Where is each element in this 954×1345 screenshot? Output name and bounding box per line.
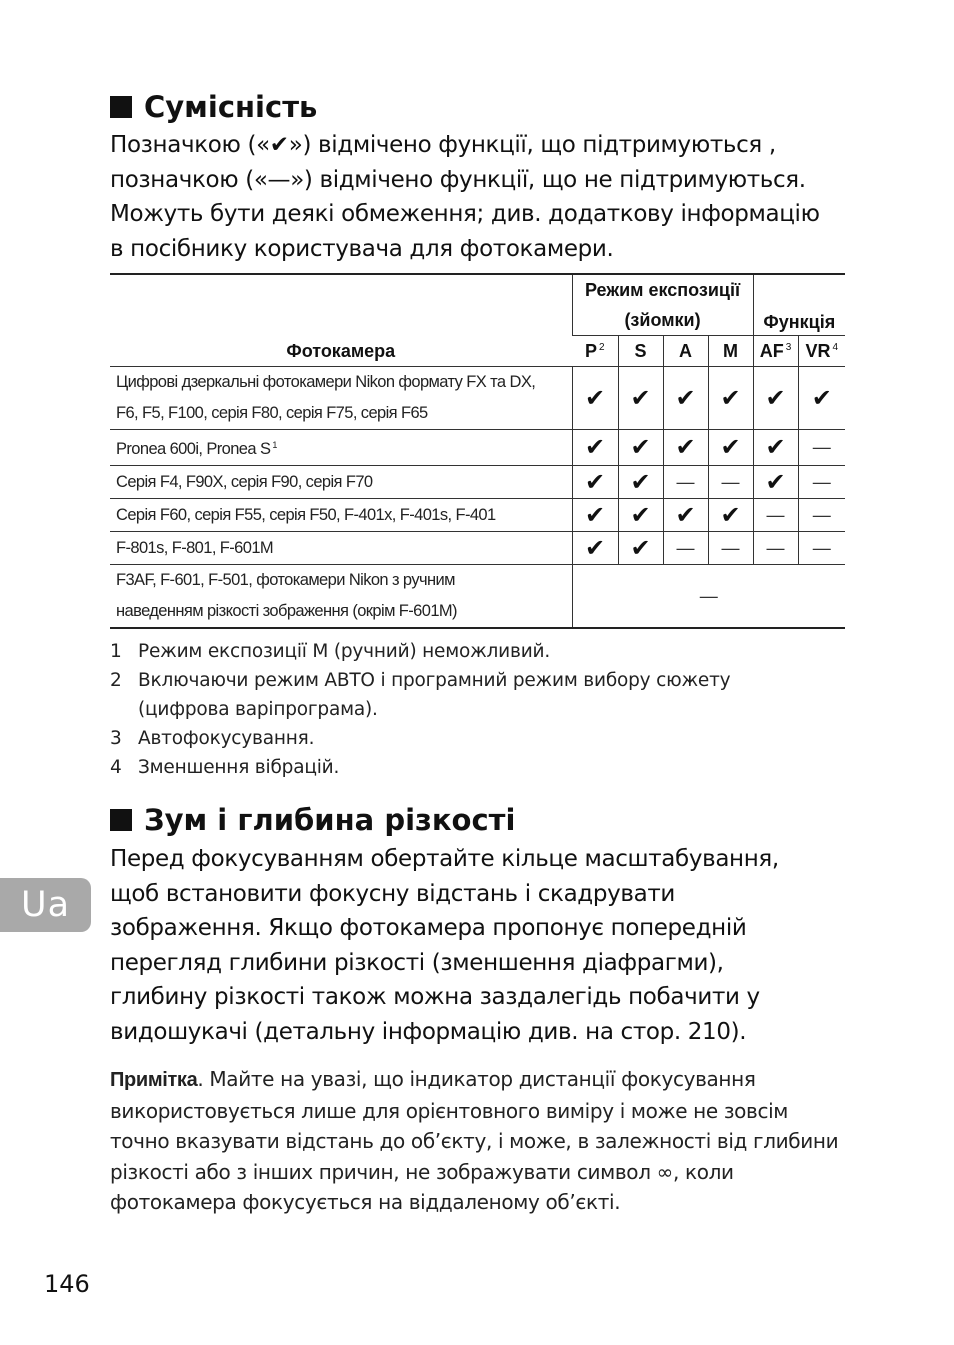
camera-column-header: Фотокамера	[286, 341, 396, 361]
section-marker-icon	[110, 96, 132, 118]
check-icon: ✔	[753, 466, 798, 499]
exposure-mode-header: Режим експозиції (зйомки)	[572, 274, 753, 336]
check-icon: ✔	[663, 499, 708, 532]
check-icon: ✔	[572, 367, 618, 430]
dash-icon: —	[753, 532, 798, 565]
check-icon: ✔	[753, 367, 798, 430]
check-icon: ✔	[618, 430, 663, 466]
section-marker-icon	[110, 809, 132, 831]
intro-line: Перед фокусуванням обертайте кільце масштабування,	[110, 846, 779, 872]
intro-line: зображення. Якщо фотокамера пропонує попередній	[110, 915, 747, 941]
table-row	[110, 499, 845, 532]
camera-cell: Цифрові дзеркальні фотокамери Nikon формату FX та DX, F6, F5, F100, серія F80, серія F75, серія F65	[116, 373, 536, 422]
table-footnotes	[110, 637, 730, 782]
zoom-intro	[110, 842, 870, 1049]
intro-line: щоб встановити фокусну відстань і скадрувати	[110, 880, 675, 907]
camera-cell: Серія F4, F90X, серія F90, серія F70	[116, 472, 373, 491]
footnote: 3 Автофокусування.	[110, 728, 315, 749]
check-icon: ✔	[798, 367, 845, 430]
intro-line: Можуть бути деякі обмеження; див. додаткову інформацію	[110, 201, 820, 227]
check-icon: ✔	[708, 367, 753, 430]
check-icon: ✔	[663, 367, 708, 430]
camera-cell: F3AF, F-601, F-501, фотокамери Nikon з ручним наведенням різкості зображення (окрім F-601M)	[116, 571, 457, 620]
dash-icon: —	[753, 499, 798, 532]
camera-cell: F-801s, F-801, F-601M	[116, 538, 274, 557]
table-row	[110, 565, 845, 629]
dash-icon: —	[572, 565, 845, 629]
subheader-vr: VR $^4$	[798, 336, 845, 367]
section-title-compatibility	[110, 90, 317, 124]
note-first-line: Примітка. Майте на увазі, що індикатор дистанції фокусування	[110, 1067, 756, 1091]
language-tab	[0, 878, 91, 932]
check-icon: ✔	[708, 499, 753, 532]
intro-line: Позначкою («✔») відмічено функції, що підтримуються ,	[110, 132, 776, 158]
note-paragraph	[110, 1064, 870, 1218]
camera-cell: Серія F60, серія F55, серія F50, F-401x, F-401s, F-401	[116, 505, 496, 524]
footnote: 1 Режим експозиції M (ручний) неможливий.	[110, 641, 551, 662]
intro-line: в посібнику користувача для фотокамери.	[110, 235, 614, 262]
check-icon: ✔	[618, 532, 663, 565]
check-icon: ✔	[618, 367, 663, 430]
dash-icon: —	[663, 532, 708, 565]
dash-icon: —	[798, 430, 845, 466]
page-number: 146	[44, 1270, 90, 1298]
note-line: фотокамера фокусується на віддаленому об’єкті.	[110, 1190, 621, 1214]
subheader-s: S	[618, 336, 663, 367]
table-row	[110, 466, 845, 499]
function-header: Функція	[753, 274, 845, 336]
dash-icon: —	[798, 499, 845, 532]
language-tab-label: Ua	[20, 885, 71, 925]
table-row	[110, 532, 845, 565]
subheader-a: A	[663, 336, 708, 367]
note-line: точно вказувати відстань до об’єкту, і може, в залежності від глибини	[110, 1129, 839, 1153]
intro-line: глибину різкості також можна заздалегідь побачити у	[110, 984, 760, 1010]
dash-icon: —	[663, 466, 708, 499]
check-icon: ✔	[663, 430, 708, 466]
check-icon: ✔	[572, 499, 618, 532]
check-icon: ✔	[708, 430, 753, 466]
footnote: 4 Зменшення вібрацій.	[110, 757, 340, 778]
table-row	[110, 367, 845, 430]
check-icon: ✔	[572, 532, 618, 565]
check-icon: ✔	[572, 466, 618, 499]
dash-icon: —	[708, 532, 753, 565]
note-line: різкості або з інших причин, не зображувати символ ∞, коли	[110, 1159, 734, 1184]
table-row	[110, 430, 845, 466]
dash-icon: —	[798, 532, 845, 565]
note-label: Примітка	[110, 1069, 198, 1091]
section-title-text: Сумісність	[144, 90, 318, 124]
note-line: використовується лише для орієнтовного виміру і може не зовсім	[110, 1098, 789, 1123]
compatibility-intro	[110, 128, 870, 266]
dash-icon: —	[708, 466, 753, 499]
subheader-af: AF $^3$	[753, 336, 798, 367]
check-icon: ✔	[618, 466, 663, 499]
table-header-row	[110, 274, 845, 336]
compatibility-table	[110, 273, 845, 629]
footnote: 2 Включаючи режим АВТО і програмний режим вибору сюжету (цифрова варіпрограма).	[110, 670, 731, 720]
intro-line: видошукачі (детальну інформацію див. на стор. 210).	[110, 1018, 747, 1045]
section-title-zoom	[110, 803, 515, 837]
camera-cell: Pronea 600i, Pronea S $^1$	[116, 440, 277, 458]
check-icon: ✔	[572, 430, 618, 466]
subheader-m: M	[708, 336, 753, 367]
intro-line: перегляд глибини різкості (зменшення діафрагми),	[110, 949, 724, 976]
subheader-p: P $^2$	[584, 340, 605, 361]
section-title-text: Зум і глибина різкості	[144, 803, 516, 837]
check-icon: ✔	[753, 430, 798, 466]
dash-icon: —	[798, 466, 845, 499]
check-icon: ✔	[618, 499, 663, 532]
intro-line: позначкою («—») відмічено функції, що не підтримуються.	[110, 166, 806, 193]
